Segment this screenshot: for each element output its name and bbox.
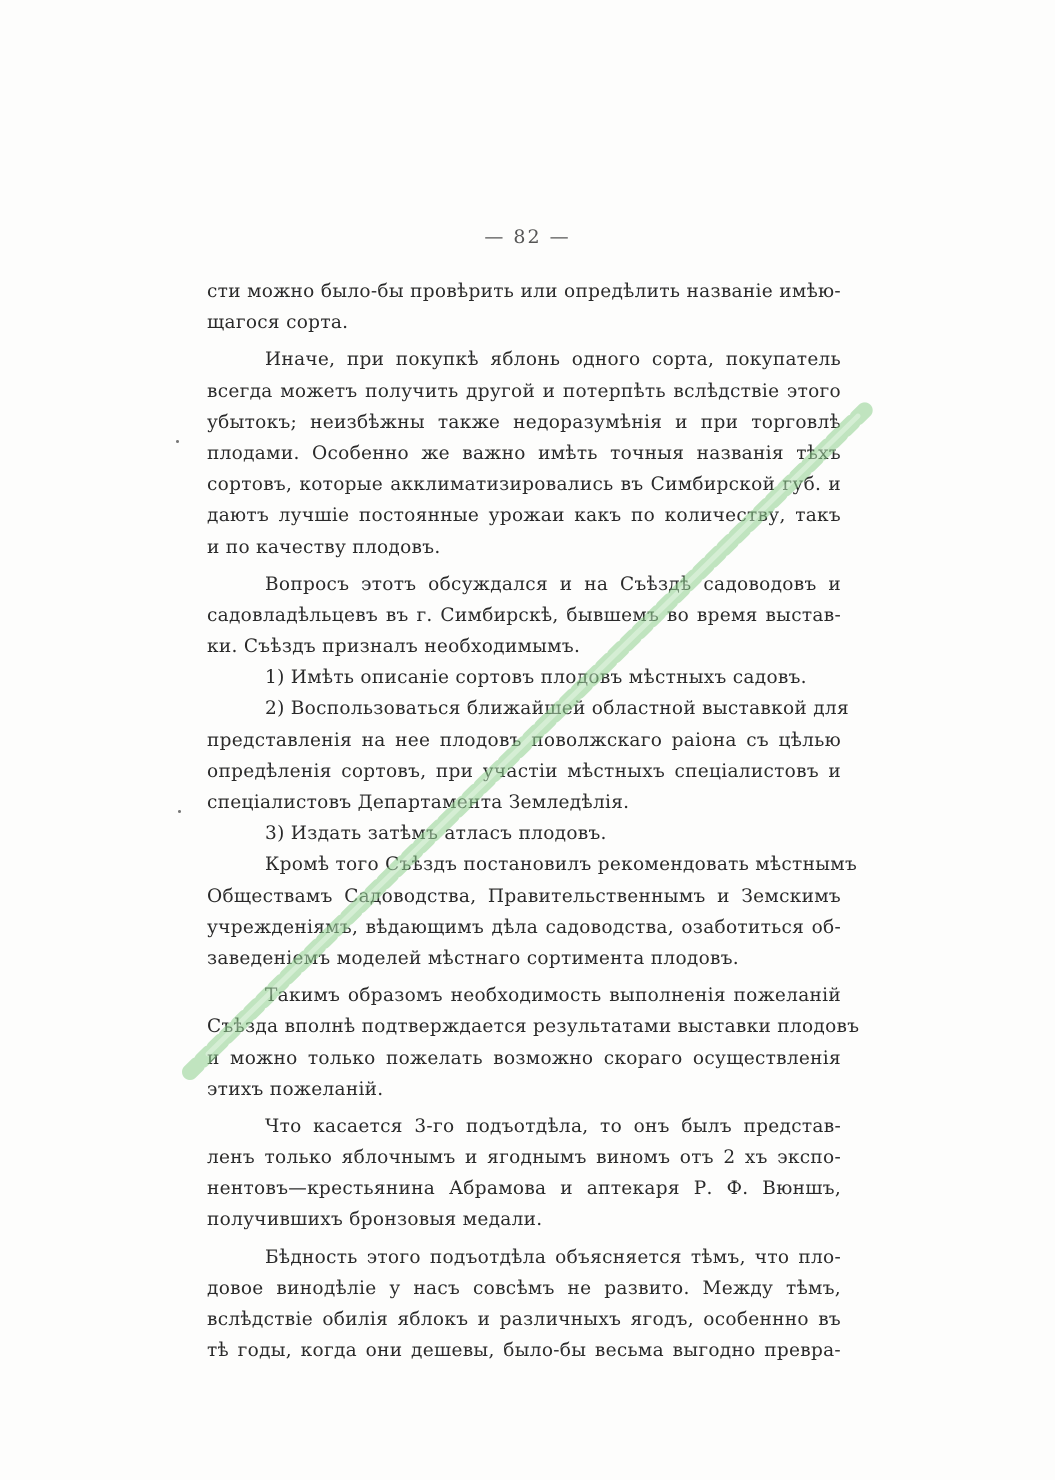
text-line: щагося сорта. xyxy=(207,312,349,334)
text-line: Кромѣ того Съѣздъ постановилъ рекомендовать мѣстнымъ xyxy=(265,854,858,876)
text-line: и по качеству плодовъ. xyxy=(207,536,441,558)
paragraph xyxy=(207,849,858,974)
text-line: Такимъ образомъ необходимость выполненія пожеланій xyxy=(265,985,841,1007)
text-line: учрежденіямъ, вѣдающимъ дѣла садоводства, озаботиться об- xyxy=(207,916,841,938)
paragraph xyxy=(207,662,841,693)
text-line: плодами. Особенно же важно имѣть точныя названія тѣхъ xyxy=(207,442,841,464)
text-line: заведеніемъ моделей мѣстнаго сортимента плодовъ. xyxy=(207,947,739,969)
paragraph xyxy=(207,818,841,849)
text-line: Съѣзда вполнѣ подтверждается результатами выставки плодовъ xyxy=(207,1016,860,1038)
text-line: представленія на нее плодовъ поволжскаго раіона съ цѣлью xyxy=(207,729,841,751)
text-line: ки. Съѣздъ призналъ необходимымъ. xyxy=(207,636,581,658)
text-line: ленъ только яблочнымъ и ягоднымъ виномъ отъ 2 хъ экспо- xyxy=(207,1147,841,1169)
text-line: тѣ годы, когда они дешевы, было-бы весьма выгодно превра- xyxy=(207,1340,841,1362)
scan-speck xyxy=(176,440,179,443)
text-line: убытокъ; неизбѣжны также недоразумѣнія и при торговлѣ xyxy=(207,411,841,433)
paragraph xyxy=(207,1111,841,1236)
text-line: Иначе, при покупкѣ яблонь одного сорта, покупатель xyxy=(265,349,841,371)
text-line: опредѣленія сортовъ, при участіи мѣстныхъ спеціалистовъ и xyxy=(207,760,841,782)
text-line: этихъ пожеланій. xyxy=(207,1078,384,1100)
scan-speck xyxy=(178,810,181,813)
text-line: вслѣдствіе обилія яблокъ и различныхъ ягодъ, особеннно въ xyxy=(207,1309,841,1330)
body-text xyxy=(207,276,860,1366)
paragraph xyxy=(207,693,849,818)
paragraph xyxy=(207,1242,841,1367)
text-line: 1) Имѣть описаніе сортовъ плодовъ мѣстныхъ садовъ. xyxy=(265,667,807,689)
text-line: и можно только пожелать возможно скораго осуществленія xyxy=(207,1047,841,1069)
paragraph xyxy=(207,980,860,1105)
paragraph xyxy=(207,276,841,338)
page-number: — 82 — xyxy=(484,226,571,248)
text-line: 2) Воспользоваться ближайшей областной выставкой для xyxy=(265,698,849,720)
text-line: даютъ лучшіе постоянные урожаи какъ по количеству, такъ xyxy=(207,505,841,527)
text-line: Вопросъ этотъ обсуждался и на Съѣздѣ садоводовъ и xyxy=(265,573,841,595)
paragraph xyxy=(207,344,841,562)
text-line: 3) Издать затѣмъ атласъ плодовъ. xyxy=(265,823,607,845)
paragraph xyxy=(207,569,841,663)
text-line: Обществамъ Садоводства, Правительственнымъ и Земскимъ xyxy=(207,885,841,907)
text-line: Что касается 3-го подъотдѣла, то онъ былъ представ- xyxy=(265,1115,841,1137)
text-line: садовладѣльцевъ въ г. Симбирскѣ, бывшемъ во время выстав- xyxy=(207,604,841,626)
text-line: получившихъ бронзовыя медали. xyxy=(207,1209,543,1231)
text-line: спеціалистовъ Департамента Земледѣлія. xyxy=(207,792,630,813)
text-line: сортовъ, которые акклиматизировались въ Симбирской губ. и xyxy=(207,474,841,496)
text-line: довое винодѣліе у насъ совсѣмъ не развито. Между тѣмъ, xyxy=(207,1277,841,1299)
text-line: сти можно было-бы провѣрить или опредѣлить названіе имѣю- xyxy=(207,281,841,302)
text-line: всегда можетъ получить другой и потерпѣть вслѣдствіе этого xyxy=(207,380,841,402)
text-line: Бѣдность этого подъотдѣла объясняется тѣмъ, что пло- xyxy=(265,1246,841,1268)
text-line: нентовъ—крестьянина Абрамова и аптекаря Р. Ф. Вюншъ, xyxy=(207,1178,841,1200)
